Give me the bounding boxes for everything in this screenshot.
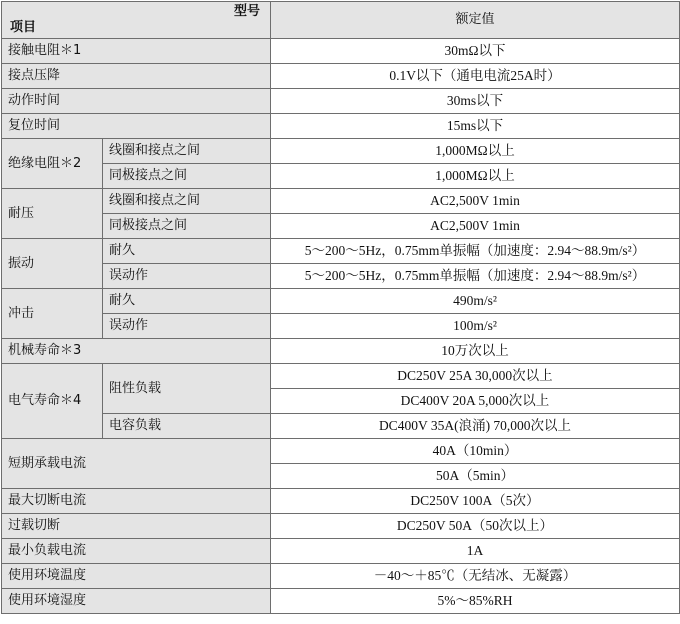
row-sublabel: 耐久	[103, 289, 271, 314]
row-group-label: 耐压	[2, 189, 103, 239]
table-row	[2, 139, 680, 164]
row-value: 5%～85%RH	[271, 589, 680, 614]
header-diagonal-line	[2, 2, 271, 39]
table-header-row	[2, 2, 680, 39]
row-value: 40A（10min）	[271, 439, 680, 464]
table-row	[2, 114, 680, 139]
header-item-label: 项目	[10, 20, 37, 35]
row-sublabel: 线圈和接点之间	[103, 139, 271, 164]
row-sublabel: 电容负载	[103, 414, 271, 439]
header-item-model-cell	[2, 2, 271, 39]
table-row	[2, 239, 680, 264]
table-row	[2, 64, 680, 89]
row-label: 短期承载电流	[2, 439, 271, 489]
row-value: 1,000MΩ以上	[271, 164, 680, 189]
row-sublabel: 阻性负载	[103, 364, 271, 414]
row-sublabel: 误动作	[103, 314, 271, 339]
row-value: 50A（5min）	[271, 464, 680, 489]
table-row	[2, 514, 680, 539]
row-label: 复位时间	[2, 114, 271, 139]
row-label: 接触电阻＊1	[2, 39, 271, 64]
row-sublabel: 同极接点之间	[103, 214, 271, 239]
row-value: AC2,500V 1min	[271, 214, 680, 239]
table-row	[2, 39, 680, 64]
row-value: DC400V 20A 5,000次以上	[271, 389, 680, 414]
row-label: 机械寿命＊3	[2, 339, 271, 364]
row-value: 30mΩ以下	[271, 39, 680, 64]
row-label: 使用环境湿度	[2, 589, 271, 614]
table-row	[2, 189, 680, 214]
row-value: 1,000MΩ以上	[271, 139, 680, 164]
row-label: 使用环境温度	[2, 564, 271, 589]
row-value: 490m/s²	[271, 289, 680, 314]
row-sublabel: 同极接点之间	[103, 164, 271, 189]
row-value: 1A	[271, 539, 680, 564]
table-row	[2, 214, 680, 239]
row-label: 接点压降	[2, 64, 271, 89]
table-row	[2, 164, 680, 189]
table-row	[2, 289, 680, 314]
table-row	[2, 489, 680, 514]
row-group-label: 振动	[2, 239, 103, 289]
table-row	[2, 439, 680, 464]
row-sublabel: 误动作	[103, 264, 271, 289]
row-value: DC400V 35A(浪涌) 70,000次以上	[271, 414, 680, 439]
row-value: 100m/s²	[271, 314, 680, 339]
table-row	[2, 264, 680, 289]
table-row	[2, 589, 680, 614]
table-row	[2, 414, 680, 439]
row-value: 10万次以上	[271, 339, 680, 364]
spec-table	[1, 1, 680, 614]
table-row	[2, 314, 680, 339]
row-value: －40～＋85℃（无结冰、无凝露）	[271, 564, 680, 589]
row-label: 最大切断电流	[2, 489, 271, 514]
row-group-label: 电气寿命＊4	[2, 364, 103, 439]
header-value-label: 额定值	[271, 2, 680, 39]
row-value: 5～200～5Hz，0.75mm单振幅（加速度：2.94～88.9m/s²）	[271, 264, 680, 289]
table-row	[2, 89, 680, 114]
row-value: DC250V 100A（5次）	[271, 489, 680, 514]
table-row	[2, 364, 680, 389]
row-value: AC2,500V 1min	[271, 189, 680, 214]
row-value: DC250V 25A 30,000次以上	[271, 364, 680, 389]
row-label: 动作时间	[2, 89, 271, 114]
table-row	[2, 339, 680, 364]
table-row	[2, 539, 680, 564]
row-sublabel: 线圈和接点之间	[103, 189, 271, 214]
row-value: 5～200～5Hz，0.75mm单振幅（加速度：2.94～88.9m/s²）	[271, 239, 680, 264]
row-label: 过载切断	[2, 514, 271, 539]
row-value: 0.1V以下（通电电流25A时）	[271, 64, 680, 89]
row-sublabel: 耐久	[103, 239, 271, 264]
header-model-label: 型号	[233, 4, 260, 19]
row-group-label: 冲击	[2, 289, 103, 339]
row-label: 最小负载电流	[2, 539, 271, 564]
row-value: 15ms以下	[271, 114, 680, 139]
row-value: DC250V 50A（50次以上）	[271, 514, 680, 539]
table-row	[2, 564, 680, 589]
row-group-label: 绝缘电阻＊2	[2, 139, 103, 189]
row-value: 30ms以下	[271, 89, 680, 114]
